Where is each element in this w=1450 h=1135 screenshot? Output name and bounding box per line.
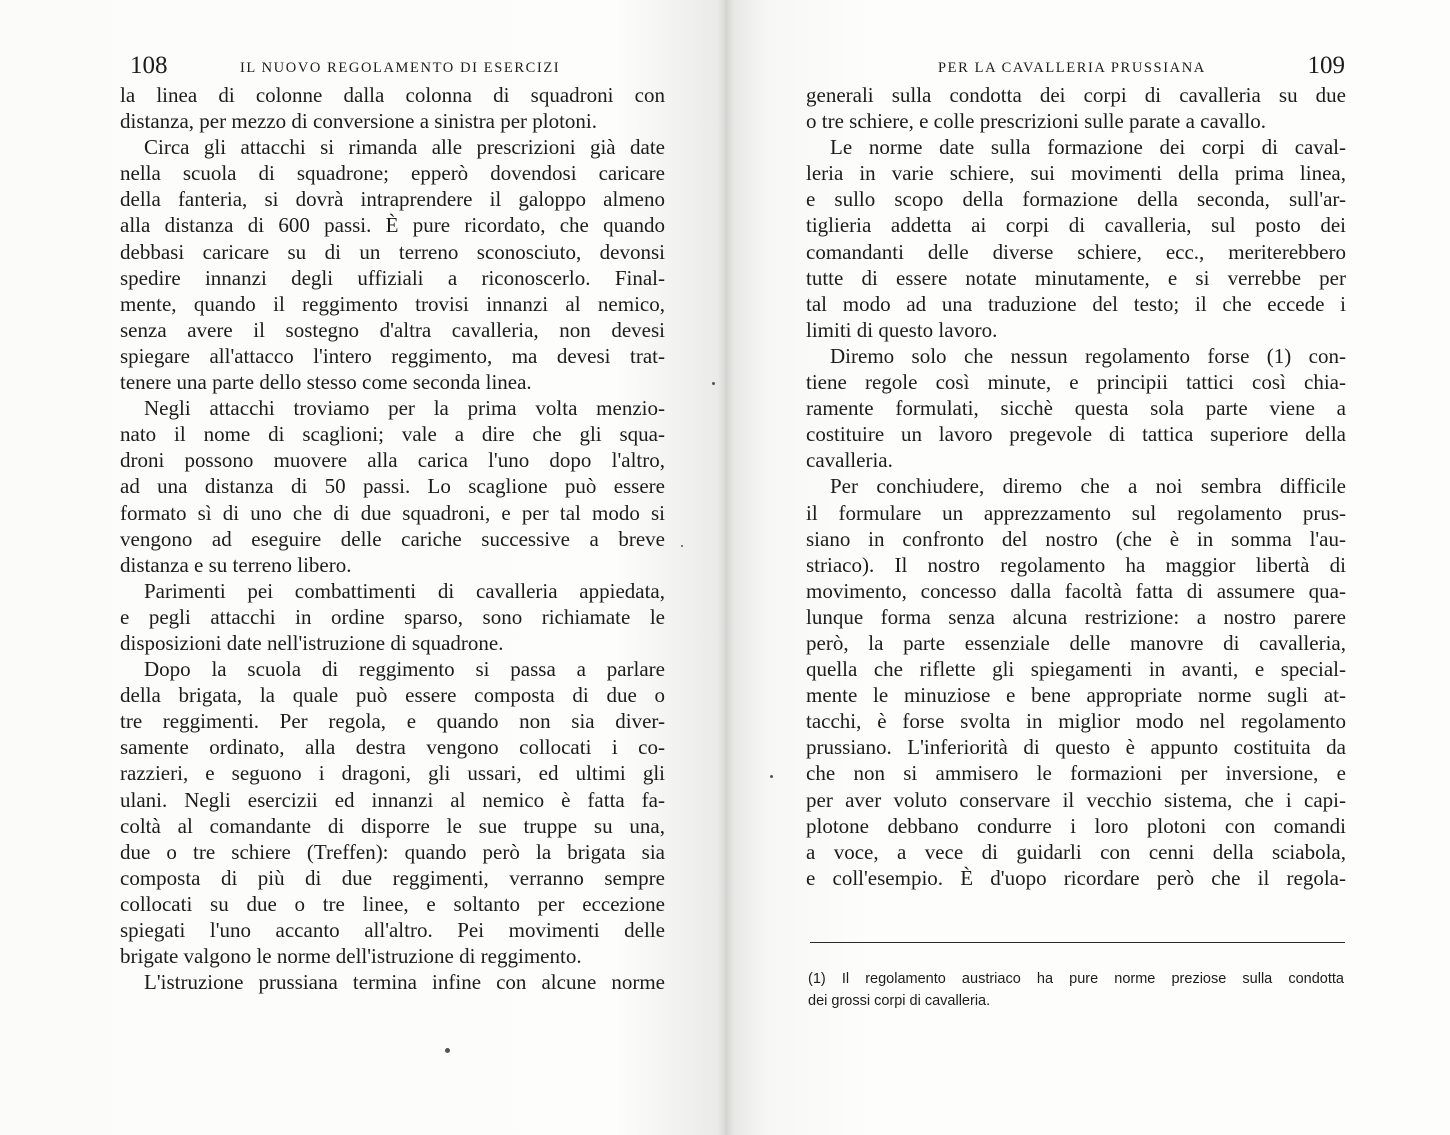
text-line: ad una distanza di 50 passi. Lo scaglione può essere [120,474,665,499]
footnote-line: (1) Il regolamento austriaco ha pure norme preziose sulla condotta [808,971,1344,987]
text-line: leria in varie schiere, sui movimenti della prima linea, [806,161,1346,186]
text-line: spedire innanzi degli uffiziali a riconoscerlo. Final- [120,265,665,290]
text-line: e coll'esempio. È d'uopo ricordare però che il regola- [806,865,1346,890]
paper-speck [712,382,715,385]
text-line: tiglieria addetta ai corpi di cavalleria, sul posto dei [806,213,1346,238]
text-line: striaco). Il nostro regolamento ha maggior libertà di [806,552,1346,577]
text-line: Per conchiudere, diremo che a noi sembra difficile [830,474,1346,499]
text-line: collocati su due o tre linee, e soltanto per eccezione [120,891,665,916]
text-line: quella che riflette gli spiegamenti in avanti, e special- [806,657,1346,682]
text-line: della brigata, la quale può essere composta di due o [120,683,665,708]
text-line: il formulare un apprezzamento sul regolamento prus- [806,500,1346,525]
text-line: prussiano. L'inferiorità di questo è appunto costituita da [806,735,1346,760]
page-number-right: 109 [1307,52,1345,79]
footnote-separator-rule [810,942,1345,943]
text-line: della fanteria, si dovrà intraprendere il galoppo almeno [120,187,665,212]
text-line: siano in confronto del nostro (che è in somma l'au- [806,526,1346,551]
text-line: mente, quando il reggimento trovisi innanzi al nemico, [120,291,665,316]
text-line: costituire un lavoro pregevole di tattica superiore della [806,422,1346,447]
text-line: o tre schiere, e colle prescrizioni sulle parate a cavallo. [806,109,1267,134]
text-line: comandanti delle diverse schiere, ecc., meriterebbero [806,239,1346,264]
text-line: razzieri, e seguono i dragoni, gli ussari, ed ultimi gli [120,761,665,786]
text-line: nato il nome di scaglioni; vale a dire che gli squa- [120,422,665,447]
footnote-line: dei grossi corpi di cavalleria. [808,993,991,1009]
text-line: tal modo ad una traduzione del testo; il che eccede i [806,291,1346,316]
text-line: Diremo solo che nessun regolamento forse (1) con- [830,343,1346,368]
text-line: tutte di essere notate minutamente, e si verrebbe per [806,265,1346,290]
text-line: Parimenti pei combattimenti di cavalleria appiedata, [144,578,665,603]
text-line: però, la parte essenziale delle manovre di cavalleria, [806,630,1346,655]
footnote [808,968,1344,1012]
text-line: droni possono muovere alla carica l'uno dopo l'altro, [120,448,665,473]
text-line: distanza, per mezzo di conversione a sinistra per plotoni. [120,109,598,134]
running-head-left: IL NUOVO REGOLAMENTO DI ESERCIZI [240,60,561,76]
book-gutter [718,0,734,1135]
text-line: composta di più di due reggimenti, verranno sempre [120,865,665,890]
running-head-right: PER LA CAVALLERIA PRUSSIANA [938,60,1206,76]
paper-speck [681,545,683,547]
text-line: alla distanza di 600 passi. È pure ricordato, che quando [120,213,665,238]
text-line: tiene regole così minute, e principii tattici così chia- [806,370,1346,395]
text-line: spiegati l'uno accanto all'altro. Pei movimenti delle [120,918,665,942]
text-line: ulani. Negli esercizii ed innanzi al nemico è fatta fa- [120,787,665,812]
text-line: tenere una parte dello stesso come seconda linea. [120,370,532,395]
text-line: lunque forma senza alcuna restrizione: a nostro parere [806,604,1346,629]
text-line: tacchi, è forse svolta in miglior modo nel regolamento [806,709,1346,734]
paper-speck [445,1048,450,1053]
text-line: mente le minuziose e bene appropriate norme sugli at- [806,683,1346,708]
right-page-header [810,52,1345,86]
text-line: plotone debbano condurre i loro plotoni con comandi [806,813,1346,838]
text-line: Negli attacchi troviamo per la prima volta menzio- [144,396,665,421]
text-line: vengono ad eseguire delle cariche successive a breve [120,526,665,551]
right-page-body-text [806,82,1346,891]
text-line: la linea di colonne dalla colonna di squadroni con [120,83,665,107]
text-line: brigate valgono le norme dell'istruzione di reggimento. [120,944,582,969]
text-line: per aver voluto conservare il vecchio sistema, che i capi- [806,787,1346,812]
text-line: ramente formulati, sicchè questa sola parte viene a [806,396,1346,421]
text-line: nella scuola di squadrone; epperò dovendosi caricare [120,161,665,186]
paper-speck [770,775,773,778]
text-line: spiegare all'attacco l'intero reggimento, ma devesi trat- [120,343,665,368]
text-line: L'istruzione prussiana termina infine con alcune norme [144,970,665,995]
text-line: Dopo la scuola di reggimento si passa a parlare [144,657,665,682]
text-line: che non si ammisero le formazioni per inversione, e [806,761,1346,786]
text-line: a voce, a vece di guidarli con cenni della sciabola, [806,839,1346,864]
text-line: Circa gli attacchi si rimanda alle prescrizioni già date [144,135,665,160]
text-line: movimento, concesso dalla facoltà fatta di assumere qua- [806,578,1346,603]
text-line: e pegli attacchi in ordine sparso, sono richiamate le [120,604,665,629]
left-page-body-text [120,82,665,995]
left-page-header [130,52,660,86]
text-line: due o tre schiere (Treffen): quando però la brigata sia [120,839,665,864]
text-line: disposizioni date nell'istruzione di squadrone. [120,630,504,655]
text-line: cavalleria. [806,448,893,473]
text-line: samente ordinato, alla destra vengono collocati i co- [120,735,665,760]
text-line: Le norme date sulla formazione dei corpi di caval- [830,135,1346,160]
text-line: coltà al comandante di disporre le sue truppe su una, [120,813,665,838]
text-line: debbasi caricare su di un terreno sconosciuto, devonsi [120,239,665,264]
text-line: senza avere il sostegno d'altra cavalleria, non devesi [120,317,665,342]
text-line: distanza e su terreno libero. [120,552,352,577]
text-line: limiti di questo lavoro. [806,317,998,342]
text-line: e sullo scopo della formazione della seconda, sull'ar- [806,187,1346,212]
text-line: tre reggimenti. Per regola, e quando non sia diver- [120,709,665,734]
page-number-left: 108 [130,52,168,79]
text-line: formato sì di uno che di due squadroni, e per tal modo si [120,500,665,525]
text-line: generali sulla condotta dei corpi di cavalleria su due [806,83,1346,107]
